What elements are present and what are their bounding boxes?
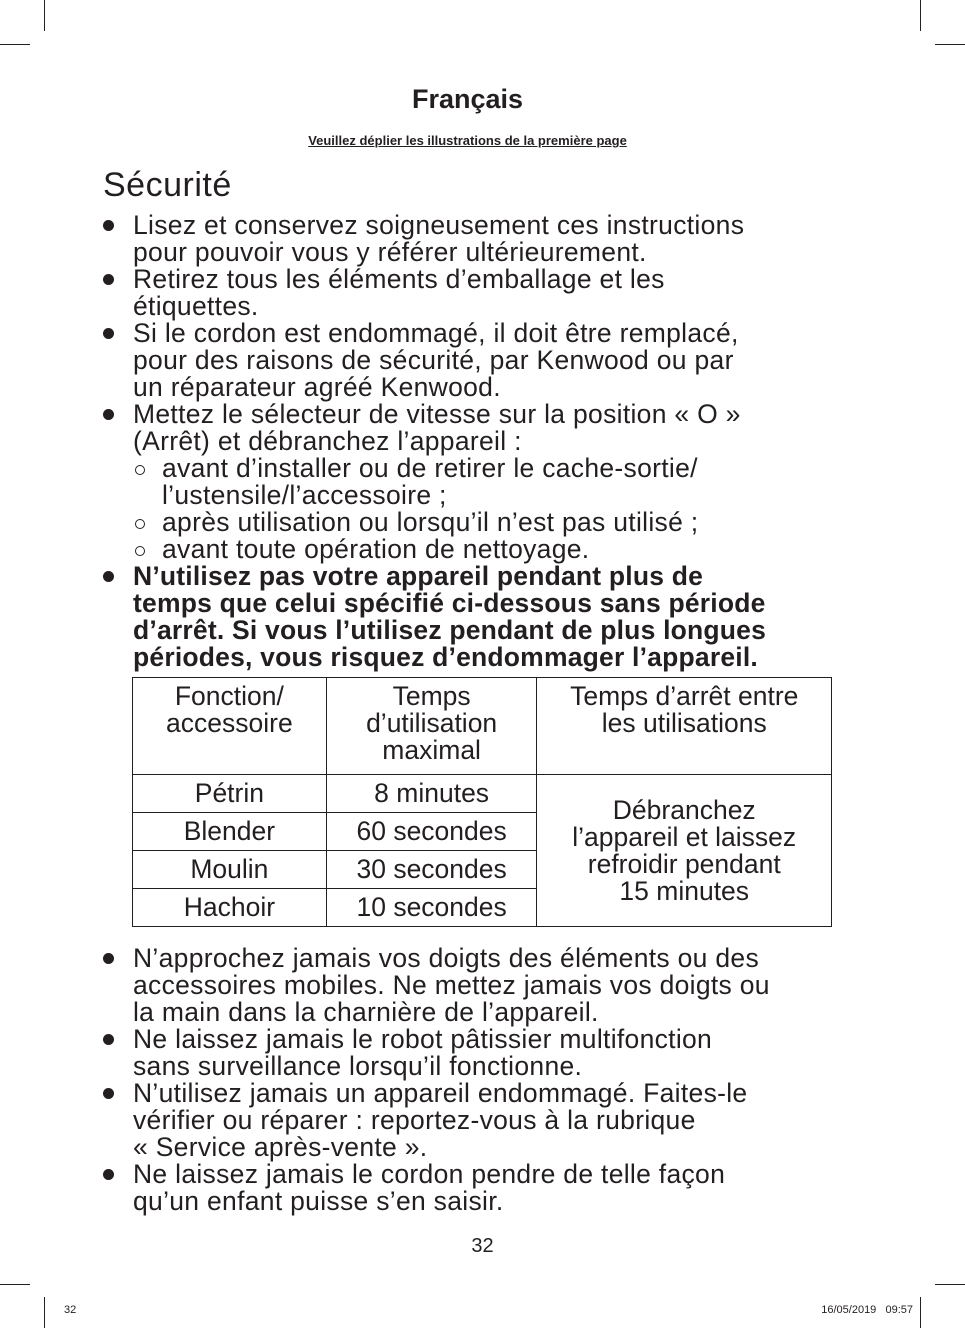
list-item (103, 320, 843, 401)
list-item-text: Ne laissez jamais le robot pâtissier multifonction sans surveillance lorsqu’il fonctionne. (133, 1024, 713, 1081)
cell-function: Hachoir (133, 889, 327, 927)
crop-mark (920, 1297, 921, 1328)
cell-function: Pétrin (133, 775, 327, 813)
list-item-text: N’approchez jamais vos doigts des éléments ou des accessoires mobiles. Ne mettez jamais vos doigts ou la main dans la charnière de l’appareil. (133, 943, 770, 1027)
circle-bullet-icon (135, 519, 145, 529)
list-item-text: N’utilisez jamais un appareil endommagé. Faites-le vérifier ou réparer : reportez-vous à la rubrique « Service après-vente ». (133, 1078, 748, 1162)
bullet-icon (103, 409, 114, 420)
page-subtitle: Veuillez déplier les illustrations de la première page (308, 133, 627, 148)
header-rest-time: Temps d’arrêt entre les utilisations (537, 678, 832, 775)
header-max-time: Temps d’utilisation maximal (326, 678, 537, 775)
list-item (103, 1026, 843, 1080)
cell-time: 30 secondes (326, 851, 537, 889)
list-item-text: N’utilisez pas votre appareil pendant plus de temps que celui spécifié ci-dessous sans période d’arrêt. Si vous l’utilisez pendant de plus longues périodes, vous risquez d’endommager l’appareil. (133, 561, 767, 672)
list-item-text: après utilisation ou lorsqu’il n’est pas utilisé ; (162, 507, 699, 537)
bullet-icon (103, 953, 114, 964)
bullet-icon (103, 1088, 114, 1099)
crop-mark (935, 44, 965, 45)
list-item (103, 1080, 843, 1161)
list-item-text: Ne laissez jamais le cordon pendre de telle façon qu’un enfant puisse s’en saisir. (133, 1159, 726, 1216)
page-title: Français (411, 84, 524, 114)
list-item (103, 212, 843, 266)
page-number: 32 (471, 1235, 494, 1257)
list-item (103, 1161, 843, 1215)
sub-list-item (103, 536, 843, 563)
list-item-warning (103, 563, 843, 671)
cell-time: 8 minutes (326, 775, 537, 813)
safety-list-continued (103, 945, 843, 1215)
header-function: Fonction/ accessoire (133, 678, 327, 775)
bullet-icon (103, 571, 114, 582)
bullet-icon (103, 220, 114, 231)
table-row (133, 775, 832, 813)
crop-mark (44, 0, 45, 31)
cell-function: Moulin (133, 851, 327, 889)
list-item (103, 401, 843, 455)
list-item-text: Mettez le sélecteur de vitesse sur la position « O » (Arrêt) et débranchez l’appareil : (133, 399, 741, 456)
crop-mark (935, 1284, 965, 1285)
list-item-text: avant d’installer ou de retirer le cache-sortie/ l’ustensile/l’accessoire ; (162, 453, 698, 510)
bullet-icon (103, 1034, 114, 1045)
crop-mark (920, 0, 921, 31)
footer-timestamp: 16/05/2019 09:57 (821, 1304, 913, 1316)
usage-time-table (132, 677, 832, 927)
table-header-row (133, 678, 832, 775)
bullet-icon (103, 274, 114, 285)
sub-list-item (103, 455, 843, 509)
sub-list-item (103, 509, 843, 536)
footer-page-number: 32 (64, 1304, 77, 1316)
list-item (103, 945, 843, 1026)
cell-time: 60 secondes (326, 813, 537, 851)
circle-bullet-icon (135, 465, 145, 475)
cell-time: 10 secondes (326, 889, 537, 927)
list-item-text: Lisez et conservez soigneusement ces instructions pour pouvoir vous y référer ultérieurement. (133, 210, 745, 267)
section-title: Sécurité (103, 166, 232, 204)
cell-rest-note: Débranchez l’appareil et laissez refroidir pendant 15 minutes (537, 775, 832, 927)
cell-function: Blender (133, 813, 327, 851)
list-item (103, 266, 843, 320)
crop-mark (44, 1297, 45, 1328)
circle-bullet-icon (135, 546, 145, 556)
list-item-text: Si le cordon est endommagé, il doit être remplacé, pour des raisons de sécurité, par Kenwood ou par un réparateur agréé Kenwood. (133, 318, 739, 402)
list-item-text: Retirez tous les éléments d’emballage et les étiquettes. (133, 264, 665, 321)
list-item-text: avant toute opération de nettoyage. (162, 534, 590, 564)
crop-mark (0, 1284, 30, 1285)
crop-mark (0, 44, 30, 45)
bullet-icon (103, 1169, 114, 1180)
bullet-icon (103, 328, 114, 339)
safety-list (103, 212, 843, 671)
